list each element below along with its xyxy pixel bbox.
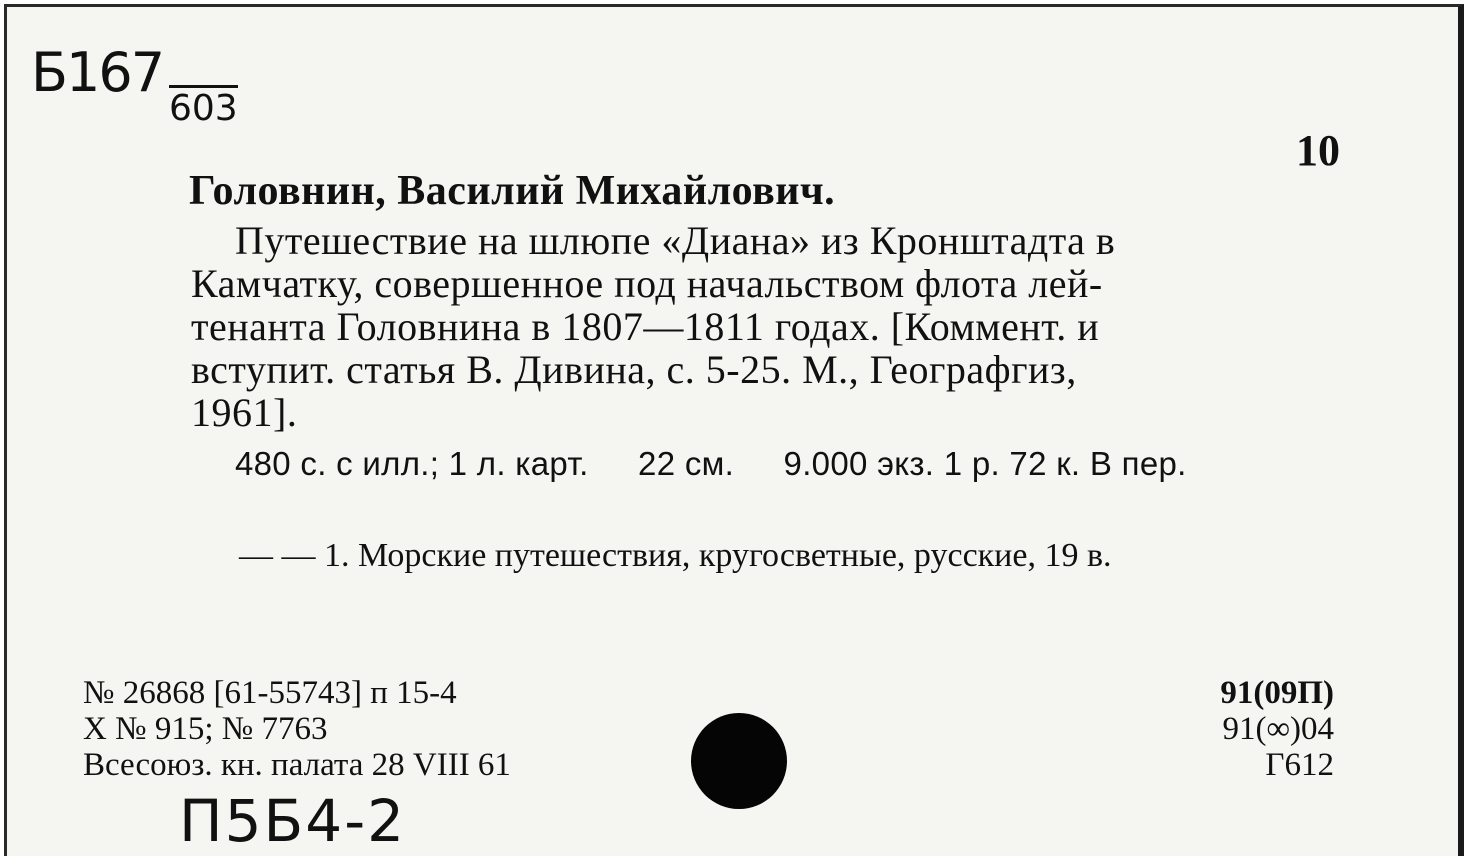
title-line: тенанта Головнина в 1807—1811 годах. [Коммент. и bbox=[191, 304, 1100, 349]
collation-price: 9.000 экз. 1 р. 72 к. В пер. bbox=[783, 445, 1187, 482]
title-line: Камчатку, совершенное под начальством флота лей- bbox=[191, 261, 1103, 306]
handwritten-shelf-subcode: 603 bbox=[169, 85, 238, 129]
footer-left-line: Х № 915; № 7763 bbox=[83, 711, 328, 747]
collation-pages: 480 с. с илл.; 1 л. карт. bbox=[235, 445, 589, 482]
footer-left-line: № 26868 [61-55743] п 15-4 bbox=[83, 675, 457, 711]
author-heading: Головнин, Василий Михайлович. bbox=[189, 168, 836, 214]
title-line: 1961]. bbox=[191, 390, 298, 435]
title-description bbox=[191, 219, 1353, 434]
classification-code: 91(∞)04 bbox=[1222, 711, 1334, 747]
collation-size: 22 см. bbox=[638, 445, 735, 482]
title-line: вступит. статья В. Дивина, с. 5-25. М., Географгиз, bbox=[191, 347, 1077, 392]
footer-left-line: Всесоюз. кн. палата 28 VIII 61 bbox=[83, 747, 511, 783]
classification-code: 91(09П) bbox=[1220, 675, 1334, 711]
handwritten-shelf-code: Б167 bbox=[31, 41, 164, 104]
title-line: Путешествие на шлюпе «Диана» из Кронштадта в bbox=[235, 218, 1116, 263]
subject-heading: — — 1. Морские путешествия, кругосветные, русские, 19 в. bbox=[239, 537, 1112, 574]
classification-code: Г612 bbox=[1265, 747, 1334, 783]
catalog-card bbox=[4, 4, 1464, 856]
punch-hole bbox=[691, 713, 787, 809]
card-number: 10 bbox=[1296, 126, 1340, 175]
footer-right-block bbox=[1220, 675, 1334, 783]
footer-left-block bbox=[83, 675, 511, 783]
handwritten-bottom-code: П5Б4-2 bbox=[179, 787, 407, 855]
collation-line bbox=[235, 445, 1345, 483]
